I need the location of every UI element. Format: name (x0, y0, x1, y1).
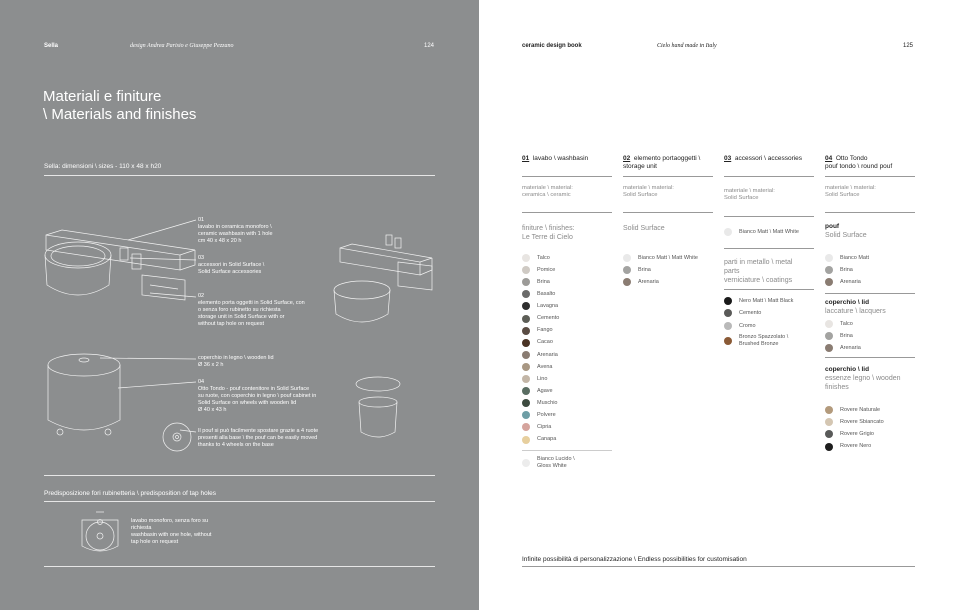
divider (825, 357, 915, 358)
divider (44, 475, 435, 476)
dimensions-label: Sella: dimensioni \ sizes - 110 x 48 x h20 (44, 163, 162, 170)
swatch-color (825, 278, 833, 286)
divider (522, 212, 612, 213)
lid-lacquer-sub: laccature \ lacquers (825, 308, 886, 315)
right-page (479, 0, 959, 610)
column-header-storage-unit: 02 elemento portaoggetti \ storage unit (623, 155, 701, 170)
swatch-item (522, 266, 555, 274)
swatch-item (522, 315, 559, 323)
swatch-label: Basalto (537, 291, 556, 298)
swatch-color (825, 430, 833, 438)
swatch-color (724, 228, 732, 236)
swatch-color (522, 387, 530, 395)
swatch-color (522, 375, 530, 383)
swatch-label: Cemento (739, 310, 762, 317)
swatch-label: Fango (537, 327, 553, 334)
note-storage-unit: 02 elemento porta oggetti in Solid Surface, con o senza foro rubinetto su richiesta storage unit in Solid Surface with or without tap hole on request (198, 293, 305, 327)
swatch-color (522, 278, 530, 286)
swatch-color (825, 320, 833, 328)
swatch-label: Bianco Matt (840, 254, 870, 261)
swatch-color (522, 459, 530, 467)
swatch-item (724, 309, 761, 317)
swatch-label: Brina (638, 266, 651, 273)
swatch-item (825, 430, 874, 438)
swatch-color (825, 266, 833, 274)
material-storage-unit: materiale \ material: Solid Surface (623, 185, 674, 198)
swatch-color (522, 399, 530, 407)
swatch-label: Canapa (537, 436, 557, 443)
swatch-color (825, 443, 833, 451)
swatch-label: Avena (537, 363, 553, 370)
swatch-label: Brina (840, 266, 853, 273)
swatch-item (522, 254, 550, 262)
swatch-color (623, 266, 631, 274)
swatch-label: Pomice (537, 266, 556, 273)
swatch-label: Bronzo Spazzolato \ Brushed Bronze (739, 334, 789, 347)
swatch-color (522, 302, 530, 310)
swatch-item (522, 351, 558, 359)
swatch-item (522, 327, 553, 335)
swatch-item (825, 344, 861, 352)
swatch-color (825, 332, 833, 340)
pouf-title: pouf (825, 223, 840, 230)
swatch-label: Rovere Naturale (840, 406, 881, 413)
column-header-washbasin: 01 lavabo \ washbasin (522, 155, 589, 162)
swatch-color (522, 436, 530, 444)
swatch-label: Talco (840, 320, 853, 327)
swatch-label: Brina (537, 278, 550, 285)
left-page-number: 124 (424, 43, 435, 49)
swatch-item (623, 254, 698, 262)
tap-hole-note: lavabo monoforo, senza foro su richiesta washbasin with one hole, without tap hole on request (131, 518, 212, 545)
column-header-accessories: 03 accessori \ accessories (724, 155, 803, 162)
swatch-label: Rovere Sbiancato (840, 418, 884, 425)
metal-parts-label: parti in metallo \ metal parts verniciature \ coatings (724, 259, 793, 284)
swatch-item (724, 297, 793, 305)
swatch-label: Arenaria (840, 278, 861, 285)
swatch-item (825, 278, 861, 286)
material-washbasin: materiale \ material: ceramica \ ceramic (522, 185, 573, 198)
swatch-color (623, 254, 631, 262)
pouf-body (48, 365, 120, 430)
swatch-label: Nero Matt \ Matt Black (739, 297, 794, 304)
swatch-color (522, 266, 530, 274)
material-accessories: materiale \ material: Solid Surface (724, 188, 775, 201)
note-wheels: Il pouf si può facilmente spostare grazie a 4 ruote presenti alla base \ the pouf can be easily moved thanks to 4 wheels on the base (198, 428, 319, 448)
divider (724, 216, 814, 217)
swatch-item (522, 387, 553, 395)
swatch-color (522, 351, 530, 359)
lid-lacquer-title: coperchio \ lid (825, 299, 870, 306)
note-accessories: 03 accessori in Solid Surface \ Solid Surface accessories (198, 255, 265, 275)
right-page-number: 125 (903, 43, 914, 49)
swatch-color (522, 327, 530, 335)
swatch-item (825, 266, 853, 274)
swatch-label: Arenaria (638, 278, 659, 285)
swatch-label: Bianco Matt \ Matt White (638, 254, 698, 261)
swatch-item (522, 302, 558, 310)
swatch-color (522, 363, 530, 371)
swatch-item (825, 418, 884, 426)
swatch-item (522, 436, 556, 444)
swatch-color (825, 344, 833, 352)
column-header-pouf: 04 Otto Tondo pouf tondo \ round pouf (825, 155, 893, 170)
right-header-title: ceramic design book (522, 43, 582, 49)
swatch-color (522, 254, 530, 262)
swatch-label: Brina (840, 332, 853, 339)
divider (623, 212, 713, 213)
swatch-accessories-matt-white: Bianco Matt \ Matt White (724, 228, 799, 236)
note-washbasin: 01 lavabo in ceramica monoforo \ ceramic washbasin with 1 hole cm 40 x 48 x 20 h (198, 217, 273, 244)
swatch-label: Cipria (537, 424, 552, 431)
swatch-label: Arenaria (840, 344, 861, 351)
note-pouf: 04 Otto Tondo - pouf contenitore in Solid Surface su ruote, con coperchio in legno \ pouf cabinet in Solid Surface on wheels with wooden lid Ø 40 x 43 h (198, 379, 317, 413)
swatch-label: Muschio (537, 399, 558, 406)
swatch-label: Talco (537, 254, 550, 261)
swatch-gloss-white: Bianco Lucido \ Gloss White (522, 456, 575, 469)
swatch-label: Cromo (739, 322, 756, 329)
divider (522, 450, 612, 451)
swatch-label: Arenaria (537, 351, 558, 358)
divider (522, 566, 915, 567)
left-header-designers: design Andrea Parisio e Giuseppe Pezzano (130, 43, 234, 49)
section-title-it: Materiali e finiture (43, 88, 162, 105)
right-header-tagline: Cielo hand made in Italy (657, 43, 717, 49)
section-title-en: \ Materials and finishes (43, 106, 197, 123)
note-wooden-lid: coperchio in legno \ wooden lid Ø 36 x 2 h (198, 355, 274, 368)
swatch-item (522, 290, 555, 298)
swatch-item (522, 363, 553, 371)
swatch-item (522, 399, 557, 407)
swatch-color (825, 406, 833, 414)
divider (522, 176, 612, 177)
divider (825, 293, 915, 294)
lid-wood-title: coperchio \ lid (825, 366, 870, 373)
finishes-label-storage-unit: Solid Surface (623, 225, 665, 232)
swatch-color (522, 411, 530, 419)
swatch-color (522, 290, 530, 298)
swatch-item (825, 254, 869, 262)
swatch-item (825, 406, 880, 414)
swatch-color (522, 315, 530, 323)
divider (44, 566, 435, 567)
pouf-material: Solid Surface (825, 232, 867, 239)
swatch-label: Polvere (537, 412, 556, 419)
footer-note: Infinite possibilità di personalizzazione \ Endless possibilities for customisation (522, 556, 747, 563)
swatch-item (724, 334, 788, 347)
swatch-item (825, 443, 871, 451)
swatch-item (724, 322, 756, 330)
swatch-color (724, 322, 732, 330)
swatch-label: Lino (537, 375, 548, 382)
divider (825, 176, 915, 177)
swatch-item (522, 423, 551, 431)
swatch-label: Agave (537, 387, 553, 394)
swatch-color (825, 418, 833, 426)
swatch-label: Cemento (537, 315, 560, 322)
swatch-color (825, 254, 833, 262)
left-header-title: Sella (44, 43, 59, 49)
divider (825, 212, 915, 213)
divider (724, 248, 814, 249)
swatch-label: Rovere Nero (840, 443, 872, 450)
swatch-item (825, 332, 853, 340)
swatch-color (724, 309, 732, 317)
divider (44, 501, 435, 502)
divider (724, 289, 814, 290)
swatch-color (522, 423, 530, 431)
divider (724, 176, 814, 177)
swatch-item (522, 339, 553, 347)
tap-holes-title: Predisposizione fori rubinetteria \ predisposition of tap holes (44, 490, 216, 497)
swatch-color (522, 339, 530, 347)
swatch-label: Cacao (537, 339, 553, 346)
material-pouf: materiale \ material: Solid Surface (825, 185, 876, 198)
finishes-label-washbasin: finiture \ finishes: Le Terre di Cielo (522, 225, 575, 241)
pouf-lid (48, 354, 120, 376)
divider (623, 176, 713, 177)
swatch-color (724, 337, 732, 345)
swatch-label: Lavagna (537, 303, 559, 310)
swatch-color (724, 297, 732, 305)
swatch-item (825, 320, 853, 328)
swatch-item (522, 375, 547, 383)
swatch-item (522, 278, 550, 286)
tap-hole-drawing (78, 510, 138, 560)
swatch-item (623, 266, 651, 274)
lid-wood-sub: essenze legno \ wooden finishes (825, 375, 901, 391)
swatch-item (623, 278, 659, 286)
swatch-color (623, 278, 631, 286)
swatch-item (522, 411, 556, 419)
swatch-label: Rovere Grigio (840, 431, 874, 438)
left-page (0, 0, 479, 610)
